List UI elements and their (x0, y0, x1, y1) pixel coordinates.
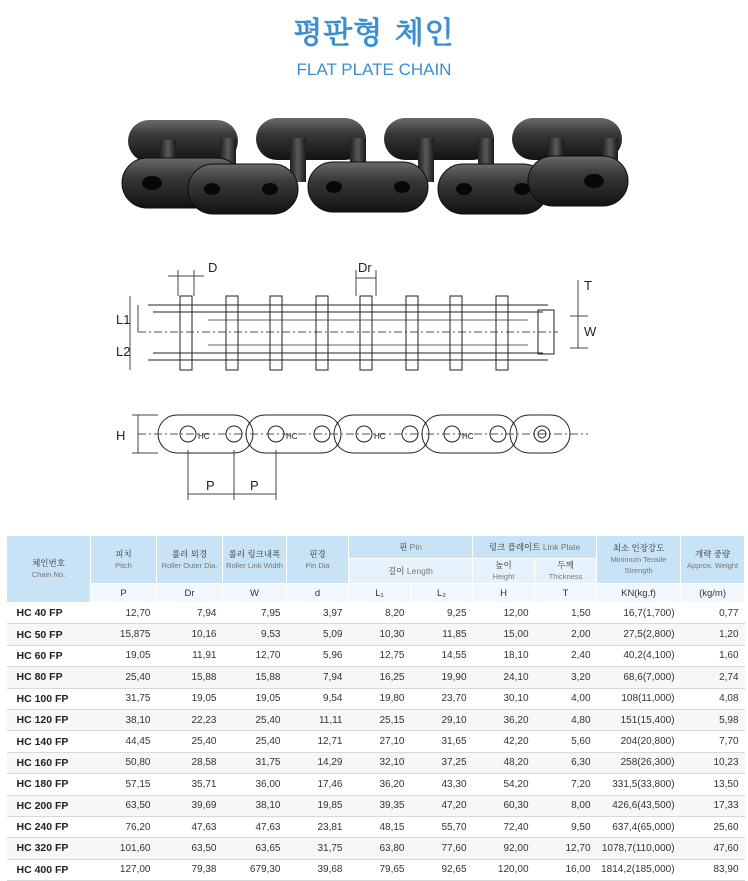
cell-h: 18,10 (473, 645, 535, 666)
cell-kn: 1078,7(110,000) (597, 838, 681, 859)
cell-name: HC 160 FP (7, 752, 91, 773)
cell-wt: 2,74 (681, 667, 745, 688)
cell-name: HC 240 FP (7, 816, 91, 837)
sym-l2: L₂ (411, 584, 473, 603)
cell-p: 76,20 (91, 816, 157, 837)
cell-kn: 27,5(2,800) (597, 624, 681, 645)
cell-p: 101,60 (91, 838, 157, 859)
cell-name: HC 120 FP (7, 709, 91, 730)
table-row (7, 667, 745, 688)
cell-p: 15,875 (91, 624, 157, 645)
cell-t: 12,70 (535, 838, 597, 859)
cell-w: 9,53 (223, 624, 287, 645)
cell-wt: 13,50 (681, 774, 745, 795)
cell-wt: 25,60 (681, 816, 745, 837)
label-t: T (584, 278, 592, 293)
cell-l2: 77,60 (411, 838, 473, 859)
table-row (7, 859, 745, 880)
cell-name: HC 100 FP (7, 688, 91, 709)
cell-p: 44,45 (91, 731, 157, 752)
cell-p: 57,15 (91, 774, 157, 795)
table-row (7, 774, 745, 795)
header-weight: 개략 중량 Approx. Weight (681, 536, 745, 584)
side-view (132, 415, 588, 500)
cell-h: 48,20 (473, 752, 535, 773)
header-pin-dia: 핀경 Pin Dia (287, 536, 349, 584)
spec-table (6, 535, 745, 881)
cell-d: 12,71 (287, 731, 349, 752)
header-tensile: 최소 인장강도 Minimum Tensile Strength (597, 536, 681, 584)
cell-dr: 63,50 (157, 838, 223, 859)
cell-d: 23,81 (287, 816, 349, 837)
cell-d: 3,97 (287, 603, 349, 624)
cell-l1: 36,20 (349, 774, 411, 795)
cell-wt: 5,98 (681, 709, 745, 730)
cell-d: 11,11 (287, 709, 349, 730)
cell-p: 127,00 (91, 859, 157, 880)
cell-wt: 83,90 (681, 859, 745, 880)
cell-kn: 258(26,300) (597, 752, 681, 773)
sym-w: W (223, 584, 287, 603)
label-w: W (584, 324, 597, 339)
cell-l1: 8,20 (349, 603, 411, 624)
cell-t: 8,00 (535, 795, 597, 816)
cell-l2: 37,25 (411, 752, 473, 773)
sym-weight: (kg/m) (681, 584, 745, 603)
cell-kn: 108(11,000) (597, 688, 681, 709)
cell-l2: 47,20 (411, 795, 473, 816)
cell-wt: 0,77 (681, 603, 745, 624)
cell-kn: 40,2(4,100) (597, 645, 681, 666)
table-row (7, 838, 745, 859)
cell-dr: 11,91 (157, 645, 223, 666)
cell-wt: 17,33 (681, 795, 745, 816)
cell-p: 12,70 (91, 603, 157, 624)
cell-name: HC 180 FP (7, 774, 91, 795)
cell-d: 5,09 (287, 624, 349, 645)
chain-drawing (108, 250, 618, 510)
cell-name: HC 60 FP (7, 645, 91, 666)
cell-p: 38,10 (91, 709, 157, 730)
cell-name: HC 400 FP (7, 859, 91, 880)
cell-l2: 55,70 (411, 816, 473, 837)
cell-t: 2,00 (535, 624, 597, 645)
cell-l2: 9,25 (411, 603, 473, 624)
cell-t: 9,50 (535, 816, 597, 837)
table-row (7, 603, 745, 624)
sym-t: T (535, 584, 597, 603)
cell-dr: 19,05 (157, 688, 223, 709)
cell-dr: 79,38 (157, 859, 223, 880)
cell-d: 5,96 (287, 645, 349, 666)
table-row (7, 731, 745, 752)
cell-h: 12,00 (473, 603, 535, 624)
cell-d: 39,68 (287, 859, 349, 880)
cell-l1: 10,30 (349, 624, 411, 645)
cell-h: 15,00 (473, 624, 535, 645)
table-row (7, 795, 745, 816)
sym-d: d (287, 584, 349, 603)
cell-l2: 92,65 (411, 859, 473, 880)
header-link-plate: 링크 플레이트 Link Plate (473, 536, 597, 559)
cell-h: 42,20 (473, 731, 535, 752)
cell-l2: 43,30 (411, 774, 473, 795)
cell-name: HC 140 FP (7, 731, 91, 752)
table-row (7, 645, 745, 666)
cell-w: 38,10 (223, 795, 287, 816)
cell-t: 6,30 (535, 752, 597, 773)
sym-kn: KN(kg.f) (597, 584, 681, 603)
cell-name: HC 320 FP (7, 838, 91, 859)
cell-wt: 7,70 (681, 731, 745, 752)
cell-h: 60,30 (473, 795, 535, 816)
cell-dr: 25,40 (157, 731, 223, 752)
cell-h: 36,20 (473, 709, 535, 730)
cell-l1: 27,10 (349, 731, 411, 752)
page-title: 평판형 체인 (293, 16, 455, 51)
cell-h: 24,10 (473, 667, 535, 688)
header-roller-dia: 롤러 외경 Roller Outer Dia. (157, 536, 223, 584)
cell-t: 16,00 (535, 859, 597, 880)
cell-w: 47,63 (223, 816, 287, 837)
cell-dr: 10,16 (157, 624, 223, 645)
cell-dr: 47,63 (157, 816, 223, 837)
cell-kn: 68,6(7,000) (597, 667, 681, 688)
cell-name: HC 80 FP (7, 667, 91, 688)
cell-dr: 39,69 (157, 795, 223, 816)
header-length: 길이 Length (349, 559, 473, 584)
cell-kn: 16,7(1,700) (597, 603, 681, 624)
cell-l2: 14,55 (411, 645, 473, 666)
sym-l1: L₁ (349, 584, 411, 603)
cell-w: 19,05 (223, 688, 287, 709)
cell-kn: 637,4(65,000) (597, 816, 681, 837)
cell-kn: 426,6(43,500) (597, 795, 681, 816)
cell-wt: 1,20 (681, 624, 745, 645)
cell-p: 63,50 (91, 795, 157, 816)
cell-t: 4,00 (535, 688, 597, 709)
cell-kn: 331,5(33,800) (597, 774, 681, 795)
cell-t: 3,20 (535, 667, 597, 688)
plate-mark-1: HC (198, 432, 210, 441)
header-roller-width: 롤러 링크내폭 Roller Link Width (223, 536, 287, 584)
cell-t: 1,50 (535, 603, 597, 624)
cell-t: 5,60 (535, 731, 597, 752)
cell-dr: 35,71 (157, 774, 223, 795)
cell-w: 7,95 (223, 603, 287, 624)
header-pin: 핀 Pin (349, 536, 473, 559)
cell-l2: 23,70 (411, 688, 473, 709)
cell-dr: 22,23 (157, 709, 223, 730)
header-chain-no: 체인번호 Chain No. (7, 536, 91, 603)
spec-table-body (7, 603, 745, 881)
sym-p: P (91, 584, 157, 603)
cell-d: 7,94 (287, 667, 349, 688)
label-l1: L1 (116, 312, 131, 327)
cell-l1: 39,35 (349, 795, 411, 816)
cell-name: HC 50 FP (7, 624, 91, 645)
cell-l1: 19,80 (349, 688, 411, 709)
cell-d: 31,75 (287, 838, 349, 859)
cell-dr: 28,58 (157, 752, 223, 773)
cell-l1: 16,25 (349, 667, 411, 688)
cell-wt: 1,60 (681, 645, 745, 666)
cell-w: 63,65 (223, 838, 287, 859)
cell-w: 31,75 (223, 752, 287, 773)
table-row (7, 752, 745, 773)
cell-t: 4,80 (535, 709, 597, 730)
cell-wt: 10,23 (681, 752, 745, 773)
cell-d: 9,54 (287, 688, 349, 709)
cell-l1: 79,65 (349, 859, 411, 880)
page-subtitle: FLAT PLATE CHAIN (296, 60, 452, 79)
cell-p: 25,40 (91, 667, 157, 688)
cell-dr: 15,88 (157, 667, 223, 688)
cell-kn: 1814,2(185,000) (597, 859, 681, 880)
cell-w: 25,40 (223, 709, 287, 730)
cell-wt: 47,60 (681, 838, 745, 859)
cell-kn: 204(20,800) (597, 731, 681, 752)
cell-p: 19,05 (91, 645, 157, 666)
cell-p: 50,80 (91, 752, 157, 773)
header-thickness: 두께 Thickness (535, 559, 597, 584)
cell-w: 12,70 (223, 645, 287, 666)
table-row (7, 816, 745, 837)
plate-mark-2: HC (286, 432, 298, 441)
cell-h: 120,00 (473, 859, 535, 880)
cell-wt: 4,08 (681, 688, 745, 709)
top-view (130, 270, 588, 370)
cell-w: 36,00 (223, 774, 287, 795)
plate-mark-4: HC (462, 432, 474, 441)
label-p1: P (206, 478, 215, 493)
table-row (7, 709, 745, 730)
cell-l1: 48,15 (349, 816, 411, 837)
header-pitch: 피치 Pitch (91, 536, 157, 584)
label-p2: P (250, 478, 259, 493)
cell-l2: 31,65 (411, 731, 473, 752)
cell-h: 30,10 (473, 688, 535, 709)
label-dr: Dr (358, 260, 372, 275)
cell-t: 7,20 (535, 774, 597, 795)
cell-t: 2,40 (535, 645, 597, 666)
cell-kn: 151(15,400) (597, 709, 681, 730)
cell-name: HC 40 FP (7, 603, 91, 624)
cell-name: HC 200 FP (7, 795, 91, 816)
sym-dr: Dr (157, 584, 223, 603)
cell-l1: 12,75 (349, 645, 411, 666)
cell-l1: 25,15 (349, 709, 411, 730)
label-d: D (208, 260, 218, 275)
cell-l2: 19,90 (411, 667, 473, 688)
table-row (7, 624, 745, 645)
label-l2: L2 (116, 344, 131, 359)
cell-l1: 32,10 (349, 752, 411, 773)
cell-p: 31,75 (91, 688, 157, 709)
cell-w: 25,40 (223, 731, 287, 752)
cell-d: 19,85 (287, 795, 349, 816)
cell-h: 72,40 (473, 816, 535, 837)
table-row (7, 688, 745, 709)
label-h: H (116, 428, 126, 443)
cell-w: 679,30 (223, 859, 287, 880)
plate-mark-3: HC (374, 432, 386, 441)
cell-h: 54,20 (473, 774, 535, 795)
chain-photo (108, 100, 648, 230)
cell-l2: 29,10 (411, 709, 473, 730)
cell-l2: 11,85 (411, 624, 473, 645)
sym-h: H (473, 584, 535, 603)
cell-d: 14,29 (287, 752, 349, 773)
cell-h: 92,00 (473, 838, 535, 859)
header-height: 높이 Height (473, 559, 535, 584)
cell-dr: 7,94 (157, 603, 223, 624)
cell-w: 15,88 (223, 667, 287, 688)
cell-d: 17,46 (287, 774, 349, 795)
cell-l1: 63,80 (349, 838, 411, 859)
